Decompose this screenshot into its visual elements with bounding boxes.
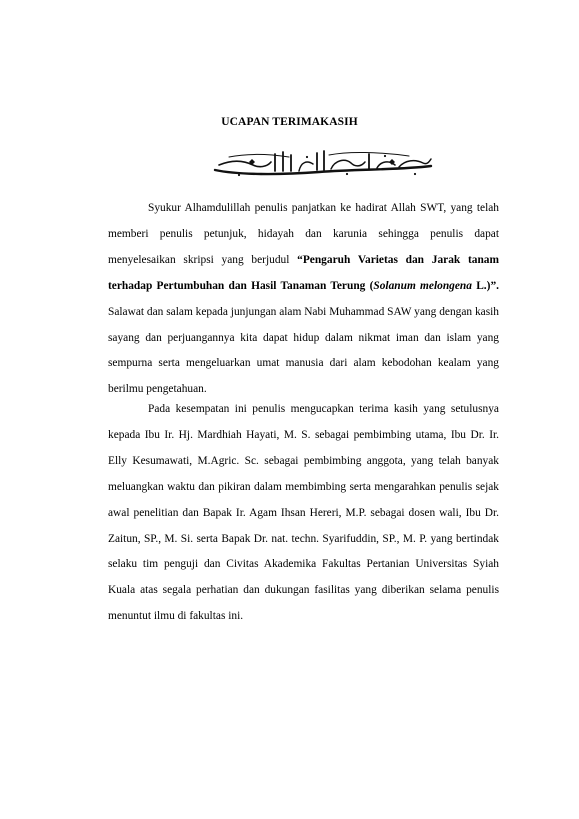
basmalah-calligraphy-icon [209,148,437,178]
thesis-title-species: Solanum melongena [373,279,472,292]
page-title: UCAPAN TERIMAKASIH [221,116,358,128]
paragraph-text [108,196,499,403]
paragraph-closing: Salawat dan salam kepada junjungan alam Nabi Muhammad SAW yang dengan kasih sayang dan perjuangannya kita dapat hidup dalam nikmat iman dan islam yang sempurna serta mengeluarkan umat manusia dari alam kebodohan kealam yang berilmu pengetahuan. [108,305,499,396]
body-paragraph-1 [108,196,499,403]
paragraph-text: Pada kesempatan ini penulis mengucapkan terima kasih yang setulusnya kepada Ibu Ir. Hj. Mardhiah Hayati, M. S. sebagai pembimbing utama, Ibu Dr. Ir. Elly Kesumawati, M.Agric. Sc. sebagai pembimbing anggota, yang telah banyak meluangkan waktu dan pikiran dalam membimbing serta mengarahkan penulis sejak awal penelitian dan Bapak Ir. Agam Ihsan Hereri, M.P. sebagai dosen wali, Ibu Dr. Zaitun, SP., M. Si. serta Bapak Dr. nat. techn. Syarifuddin, SP., M. P. yang bertindak selaku tim penguji dan Civitas Akademika Fakultas Pertanian Universitas Syiah Kuala atas segala perhatian dan dukungan fasilitas yang diberikan selama penulis menuntut ilmu di fakultas ini. [108,403,499,623]
thesis-title: “Pengaruh Varietas dan Jarak tanam terhadap Pertumbuhan dan Hasil Tanaman Terung ( [108,253,499,292]
thesis-title-end: L.)”. [471,279,499,292]
paragraph-intro: Syukur Alhamdulillah penulis panjatkan ke hadirat Allah SWT, yang telah memberi penulis petunjuk, hidayah dan karunia sehingga penulis dapat menyelesaikan skripsi yang berjudul [108,202,499,266]
body-paragraph-2 [108,397,499,630]
